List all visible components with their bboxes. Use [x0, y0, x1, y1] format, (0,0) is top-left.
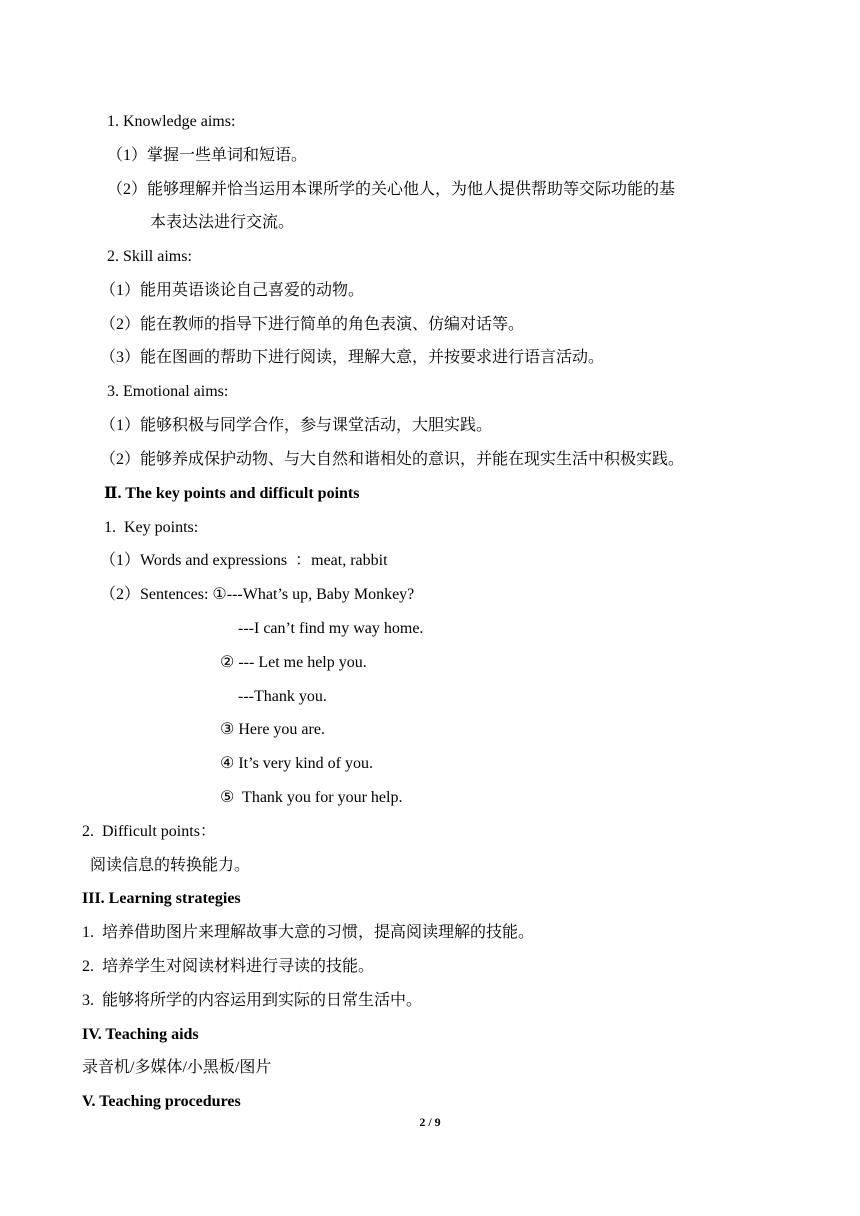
page-number: 2 / 9 — [419, 1115, 441, 1129]
sentence-2: ② --- Let me help you. — [220, 654, 367, 671]
skill-aim-2: （2）能在教师的指导下进行简单的角色表演、仿编对话等。 — [100, 316, 525, 333]
teaching-aids-list: 录音机/多媒体/小黑板/图片 — [82, 1059, 272, 1076]
key-point-sentences: （2）Sentences: ①---What’s up, Baby Monkey? — [100, 586, 415, 603]
key-point-words: （1）Words and expressions ：meat, rabbit — [100, 552, 388, 569]
sentence-3: ③ Here you are. — [220, 721, 325, 738]
emotional-aim-2: （2）能够养成保护动物、与大自然和谐相处的意识，并能在现实生活中积极实践。 — [100, 451, 685, 468]
knowledge-aim-2: （2）能够理解并恰当运用本课所学的关心他人，为他人提供帮助等交际功能的基 — [107, 181, 676, 198]
strategy-1: 1. 培养借助图片来理解故事大意的习惯，提高阅读理解的技能。 — [82, 924, 535, 941]
knowledge-aim-1: （1）掌握一些单词和短语。 — [107, 147, 308, 164]
sentence-4: ④ It’s very kind of you. — [220, 755, 373, 772]
difficult-point: 阅读信息的转换能力。 — [90, 857, 251, 874]
strategy-2: 2. 培养学生对阅读材料进行寻读的技能。 — [82, 958, 375, 975]
difficult-points-heading: 2. Difficult points： — [82, 823, 216, 840]
section-5-heading: V. Teaching procedures — [82, 1093, 241, 1110]
skill-aim-1: （1）能用英语谈论自己喜爱的动物。 — [100, 282, 365, 299]
knowledge-aims-heading: 1. Knowledge aims: — [107, 113, 236, 130]
emotional-aim-1: （1）能够积极与同学合作，参与课堂活动，大胆实践。 — [100, 417, 493, 434]
sentence-5: ⑤ Thank you for your help. — [220, 789, 403, 806]
section-3-heading: III. Learning strategies — [82, 890, 241, 907]
skill-aims-heading: 2. Skill aims: — [107, 248, 192, 265]
sentence-1-reply: ---I can’t find my way home. — [238, 620, 424, 637]
skill-aim-3: （3）能在图画的帮助下进行阅读，理解大意，并按要求进行语言活动。 — [100, 349, 605, 366]
knowledge-aim-2-continued: 本表达法进行交流。 — [150, 214, 295, 231]
strategy-3: 3. 能够将所学的内容运用到实际的日常生活中。 — [82, 992, 423, 1009]
section-4-heading: IV. Teaching aids — [82, 1026, 199, 1043]
section-2-heading: Ⅱ. The key points and difficult points — [104, 485, 360, 502]
sentence-2-reply: ---Thank you. — [238, 688, 327, 705]
emotional-aims-heading: 3. Emotional aims: — [107, 383, 229, 400]
key-points-heading: 1. Key points: — [104, 519, 199, 536]
